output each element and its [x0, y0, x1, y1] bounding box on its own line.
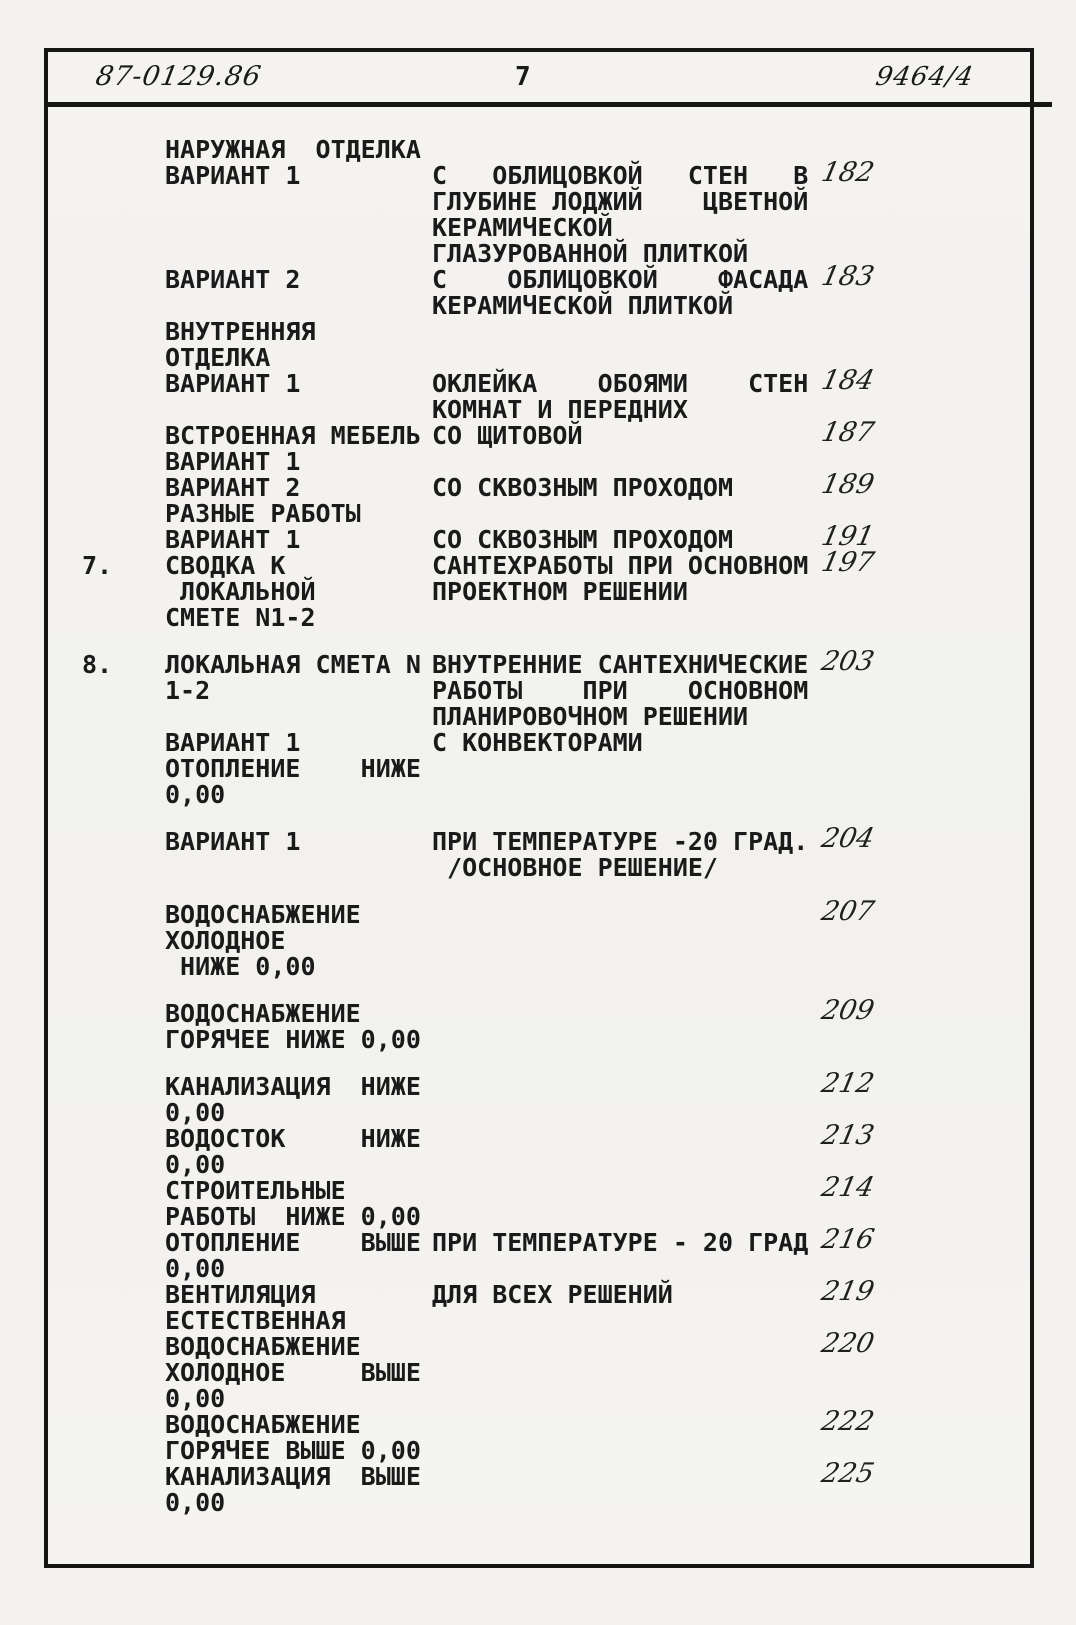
- toc-line: [48, 1458, 1030, 1491]
- toc-line: [48, 1100, 1030, 1126]
- entry-title: ЛОКАЛЬНАЯ СМЕТА N: [165, 650, 421, 679]
- entry-title: ОТОПЛЕНИЕ НИЖЕ: [165, 754, 421, 783]
- entry-title: ВОДОСТОК НИЖЕ: [165, 1124, 421, 1153]
- entry-title: 0,00: [165, 780, 226, 809]
- toc-line: [48, 1386, 1030, 1412]
- entry-description: ПРОЕКТНОМ РЕШЕНИИ: [432, 577, 688, 606]
- toc-line: [48, 261, 1030, 294]
- toc-line: [48, 1438, 1030, 1464]
- entry-title: СВОДКА К: [165, 551, 286, 580]
- entry-title: 0,00: [165, 1254, 226, 1283]
- entry-title: ВАРИАНТ 2: [165, 473, 301, 502]
- toc-line: [48, 1172, 1030, 1205]
- entry-title: ВАРИАНТ 1: [165, 827, 301, 856]
- page-reference: 222: [818, 1406, 877, 1437]
- toc-line: [48, 345, 1030, 371]
- page-reference: 212: [818, 1068, 877, 1099]
- entry-title: ВОДОСНАБЖЕНИЕ: [165, 999, 361, 1028]
- toc-line: [48, 605, 1030, 631]
- entry-description: ДЛЯ ВСЕХ РЕШЕНИЙ: [432, 1280, 673, 1309]
- page-reference: 214: [818, 1172, 877, 1203]
- entry-description: КОМНАТ И ПЕРЕДНИХ: [432, 395, 688, 424]
- page-reference: 183: [818, 261, 877, 292]
- entry-title: СТРОИТЕЛЬНЫЕ: [165, 1176, 346, 1205]
- entry-title: ХОЛОДНОЕ ВЫШЕ: [165, 1358, 421, 1387]
- entry-title: ХОЛОДНОЕ: [165, 926, 286, 955]
- contents-table: [48, 107, 1030, 1564]
- toc-line: [48, 1276, 1030, 1309]
- entry-description: С ОБЛИЦОВКОЙ СТЕН В: [432, 161, 809, 190]
- sheet-page-number: 7: [515, 62, 531, 92]
- page-reference: 203: [818, 646, 877, 677]
- entry-title: ОТОПЛЕНИЕ ВЫШЕ: [165, 1228, 421, 1257]
- entry-description: КЕРАМИЧЕСКОЙ ПЛИТКОЙ: [432, 291, 734, 320]
- entry-description: САНТЕХРАБОТЫ ПРИ ОСНОВНОМ: [432, 551, 809, 580]
- entry-title: ВЕНТИЛЯЦИЯ: [165, 1280, 316, 1309]
- page-reference: 220: [818, 1328, 877, 1359]
- entry-description: /ОСНОВНОЕ РЕШЕНИЕ/: [432, 853, 718, 882]
- entry-title: КАНАЛИЗАЦИЯ НИЖЕ: [165, 1072, 421, 1101]
- toc-line: [48, 704, 1030, 730]
- entry-description: ПРИ ТЕМПЕРАТУРЕ - 20 ГРАД: [432, 1228, 809, 1257]
- entry-title: ВОДОСНАБЖЕНИЕ: [165, 1410, 361, 1439]
- toc-line: [48, 928, 1030, 954]
- toc-line: [48, 293, 1030, 319]
- entry-title: ГОРЯЧЕЕ НИЖЕ 0,00: [165, 1025, 421, 1054]
- entry-description: ГЛАЗУРОВАННОЙ ПЛИТКОЙ: [432, 239, 749, 268]
- entry-title: ЛОКАЛЬНОЙ: [165, 577, 316, 606]
- toc-line: [48, 1406, 1030, 1439]
- toc-line: [48, 995, 1030, 1028]
- toc-spacer: [48, 881, 1030, 902]
- page-reference: 219: [818, 1276, 877, 1307]
- entry-description: С КОНВЕКТОРАМИ: [432, 728, 643, 757]
- page-reference: 225: [818, 1458, 877, 1489]
- inventory-number: 9464/4: [873, 62, 977, 92]
- toc-line: [48, 823, 1030, 856]
- entry-title: НИЖЕ 0,00: [165, 952, 316, 981]
- title-block-header: [48, 52, 1030, 102]
- entry-title: РАЗНЫЕ РАБОТЫ: [165, 499, 361, 528]
- entry-description: ПРИ ТЕМПЕРАТУРЕ -20 ГРАД.: [432, 827, 809, 856]
- entry-title: СМЕТЕ N1-2: [165, 603, 316, 632]
- page-reference: 191: [818, 521, 877, 552]
- page-reference: 207: [818, 896, 877, 927]
- entry-title: КАНАЛИЗАЦИЯ ВЫШЕ: [165, 1462, 421, 1491]
- toc-line: [48, 137, 1030, 163]
- toc-line: [48, 1256, 1030, 1282]
- entry-description: ВНУТРЕННИЕ САНТЕХНИЧЕСКИЕ: [432, 650, 809, 679]
- entry-title: НАРУЖНАЯ ОТДЕЛКА: [165, 135, 421, 164]
- toc-line: [48, 782, 1030, 808]
- page-reference: 182: [818, 157, 877, 188]
- entry-description: ОКЛЕЙКА ОБОЯМИ СТЕН: [432, 369, 809, 398]
- toc-line: [48, 646, 1030, 679]
- toc-line: [48, 954, 1030, 980]
- entry-description: С ОБЛИЦОВКОЙ ФАСАДА: [432, 265, 809, 294]
- entry-title: ВСТРОЕННАЯ МЕБЕЛЬ: [165, 421, 421, 450]
- entry-title: ОТДЕЛКА: [165, 343, 271, 372]
- toc-spacer: [48, 1053, 1030, 1074]
- item-number: 8.: [82, 650, 113, 679]
- entry-description: СО СКВОЗНЫМ ПРОХОДОМ: [432, 473, 734, 502]
- toc-line: [48, 1027, 1030, 1053]
- entry-title: ГОРЯЧЕЕ ВЫШЕ 0,00: [165, 1436, 421, 1465]
- toc-line: [48, 189, 1030, 215]
- toc-line: [48, 241, 1030, 267]
- page-reference: 187: [818, 417, 877, 448]
- toc-line: [48, 501, 1030, 527]
- toc-line: [48, 1204, 1030, 1230]
- toc-line: [48, 896, 1030, 929]
- entry-title: 0,00: [165, 1098, 226, 1127]
- toc-line: [48, 1360, 1030, 1386]
- entry-description: КЕРАМИЧЕСКОЙ: [432, 213, 613, 242]
- entry-title: РАБОТЫ НИЖЕ 0,00: [165, 1202, 421, 1231]
- document-code: 87-0129.86: [93, 61, 264, 92]
- toc-line: [48, 855, 1030, 881]
- toc-line: [48, 365, 1030, 398]
- page-reference: 216: [818, 1224, 877, 1255]
- entry-description: СО СКВОЗНЫМ ПРОХОДОМ: [432, 525, 734, 554]
- toc-line: [48, 678, 1030, 704]
- toc-line: [48, 1490, 1030, 1516]
- toc-spacer: [48, 631, 1030, 652]
- toc-line: [48, 1224, 1030, 1257]
- toc-line: [48, 1308, 1030, 1334]
- entry-title: ВАРИАНТ 2: [165, 265, 301, 294]
- entry-description: ГЛУБИНЕ ЛОДЖИЙ ЦВЕТНОЙ: [432, 187, 809, 216]
- toc-line: [48, 1152, 1030, 1178]
- entry-title: ВАРИАНТ 1: [165, 447, 301, 476]
- entry-title: ВАРИАНТ 1: [165, 369, 301, 398]
- document-page: [44, 48, 1034, 1568]
- entry-title: ВАРИАНТ 1: [165, 161, 301, 190]
- toc-line: [48, 1068, 1030, 1101]
- toc-line: [48, 521, 1030, 554]
- toc-line: [48, 547, 1030, 580]
- entry-title: 0,00: [165, 1488, 226, 1517]
- toc-line: [48, 756, 1030, 782]
- toc-line: [48, 449, 1030, 475]
- entry-title: ВНУТРЕННЯЯ: [165, 317, 316, 346]
- toc-line: [48, 730, 1030, 756]
- entry-title: 1-2: [165, 676, 211, 705]
- toc-line: [48, 319, 1030, 345]
- entry-title: ВОДОСНАБЖЕНИЕ: [165, 900, 361, 929]
- entry-title: ВАРИАНТ 1: [165, 525, 301, 554]
- toc-line: [48, 417, 1030, 450]
- entry-description: ПЛАНИРОВОЧНОМ РЕШЕНИИ: [432, 702, 749, 731]
- page-reference: 197: [818, 547, 877, 578]
- toc-spacer: [48, 980, 1030, 1001]
- toc-line: [48, 157, 1030, 190]
- toc-line: [48, 469, 1030, 502]
- entry-title: ЕСТЕСТВЕННАЯ: [165, 1306, 346, 1335]
- toc-line: [48, 397, 1030, 423]
- page-reference: 189: [818, 469, 877, 500]
- entry-title: 0,00: [165, 1150, 226, 1179]
- entry-title: 0,00: [165, 1384, 226, 1413]
- toc-line: [48, 1120, 1030, 1153]
- page-reference: 213: [818, 1120, 877, 1151]
- item-number: 7.: [82, 551, 113, 580]
- page-reference: 184: [818, 365, 877, 396]
- entry-description: РАБОТЫ ПРИ ОСНОВНОМ: [432, 676, 809, 705]
- entry-title: ВАРИАНТ 1: [165, 728, 301, 757]
- page-reference: 204: [818, 823, 877, 854]
- page-reference: 209: [818, 995, 877, 1026]
- toc-spacer: [48, 808, 1030, 829]
- entry-title: ВОДОСНАБЖЕНИЕ: [165, 1332, 361, 1361]
- toc-line: [48, 1328, 1030, 1361]
- entry-description: СО ЩИТОВОЙ: [432, 421, 583, 450]
- toc-line: [48, 579, 1030, 605]
- toc-line: [48, 215, 1030, 241]
